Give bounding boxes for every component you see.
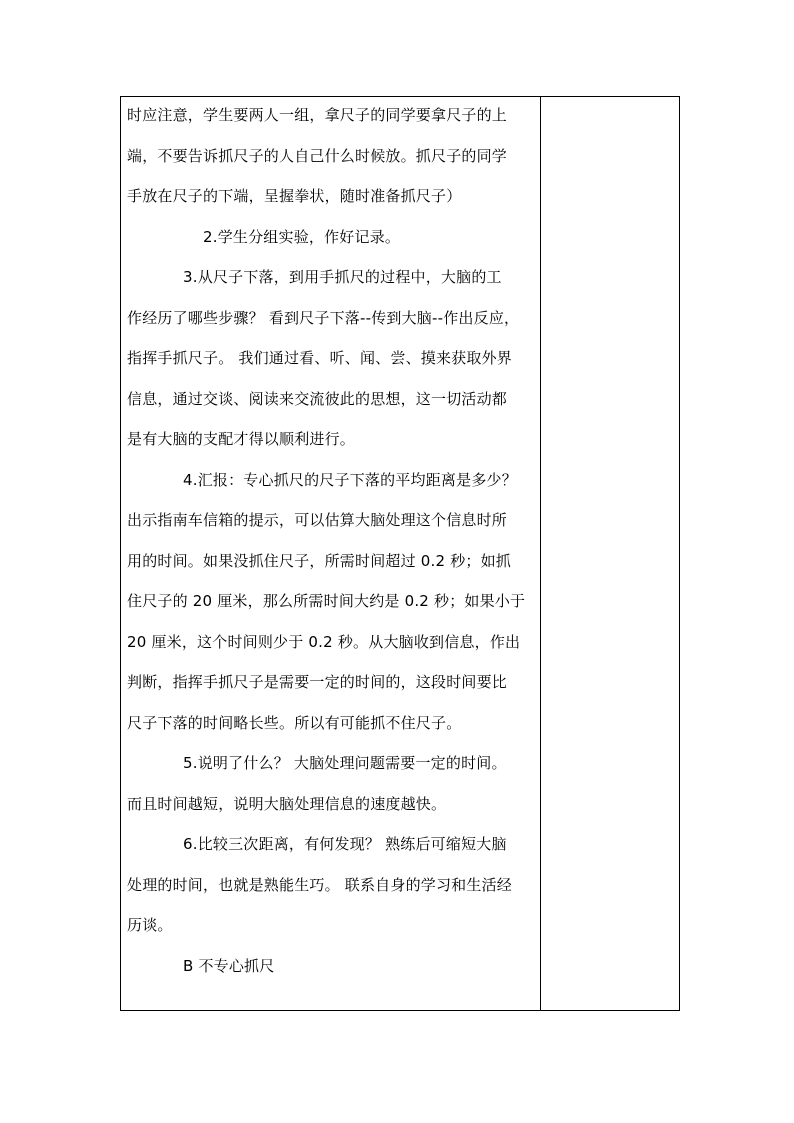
text-line: B 不专心抓尺 [183,956,275,975]
text-line: 作经历了哪些步骤？ 看到尺子下落--传到大脑--作出反应， [127,308,520,327]
text-line: 时应注意，学生要两人一组，拿尺子的同学要拿尺子的上 [127,106,508,124]
text-line: 20 厘米，这个时间则少于 0.2 秒。从大脑收到信息，作出 [127,632,521,651]
text-line: 指挥手抓尺子。 我们通过看、听、闻、尝、摸来获取外界 [127,349,512,367]
text-line: 端，不要告诉抓尺子的人自己什么时候放。抓尺子的同学 [127,146,508,165]
text-line: 而且时间越短，说明大脑处理信息的速度越快。 [127,794,447,813]
text-line: 尺子下落的时间略长些。所以有可能抓不住尺子。 [127,713,462,732]
text-line: 出示指南车信箱的提示，可以估算大脑处理这个信息时所 [127,511,508,529]
text-line: 手放在尺子的下端，呈握拳状，随时准备抓尺子） [127,187,462,205]
text-line: 用的时间。如果没抓住尺子，所需时间超过 0.2 秒；如抓 [127,551,511,570]
text-line: 判断，指挥手抓尺子是需要一定的时间的，这段时间要比 [127,673,508,691]
text-line: 住尺子的 20 厘米，那么所需时间大约是 0.2 秒；如果小于 [127,592,526,610]
document-table [120,96,680,1011]
text-line: 6.比较三次距离，有何发现？ 熟练后可缩短大脑 [183,835,507,853]
text-line: 历谈。 [127,916,173,934]
text-line: 3.从尺子下落，到用手抓尺的过程中，大脑的工 [183,268,502,286]
text-line: 处理的时间，也就是熟能生巧。 联系自身的学习和生活经 [127,875,512,894]
text-line: 2.学生分组实验，作好记录。 [203,227,401,246]
text-line: 5.说明了什么？ 大脑处理问题需要一定的时间。 [183,754,507,772]
text-line: 信息，通过交谈、阅读来交流彼此的思想，这一切活动都 [127,389,508,408]
text-line: 是有大脑的支配才得以顺利进行。 [127,430,356,448]
text-line: 4.汇报：专心抓尺的尺子下落的平均距离是多少？ [183,470,517,489]
notes-cell [541,97,679,1010]
